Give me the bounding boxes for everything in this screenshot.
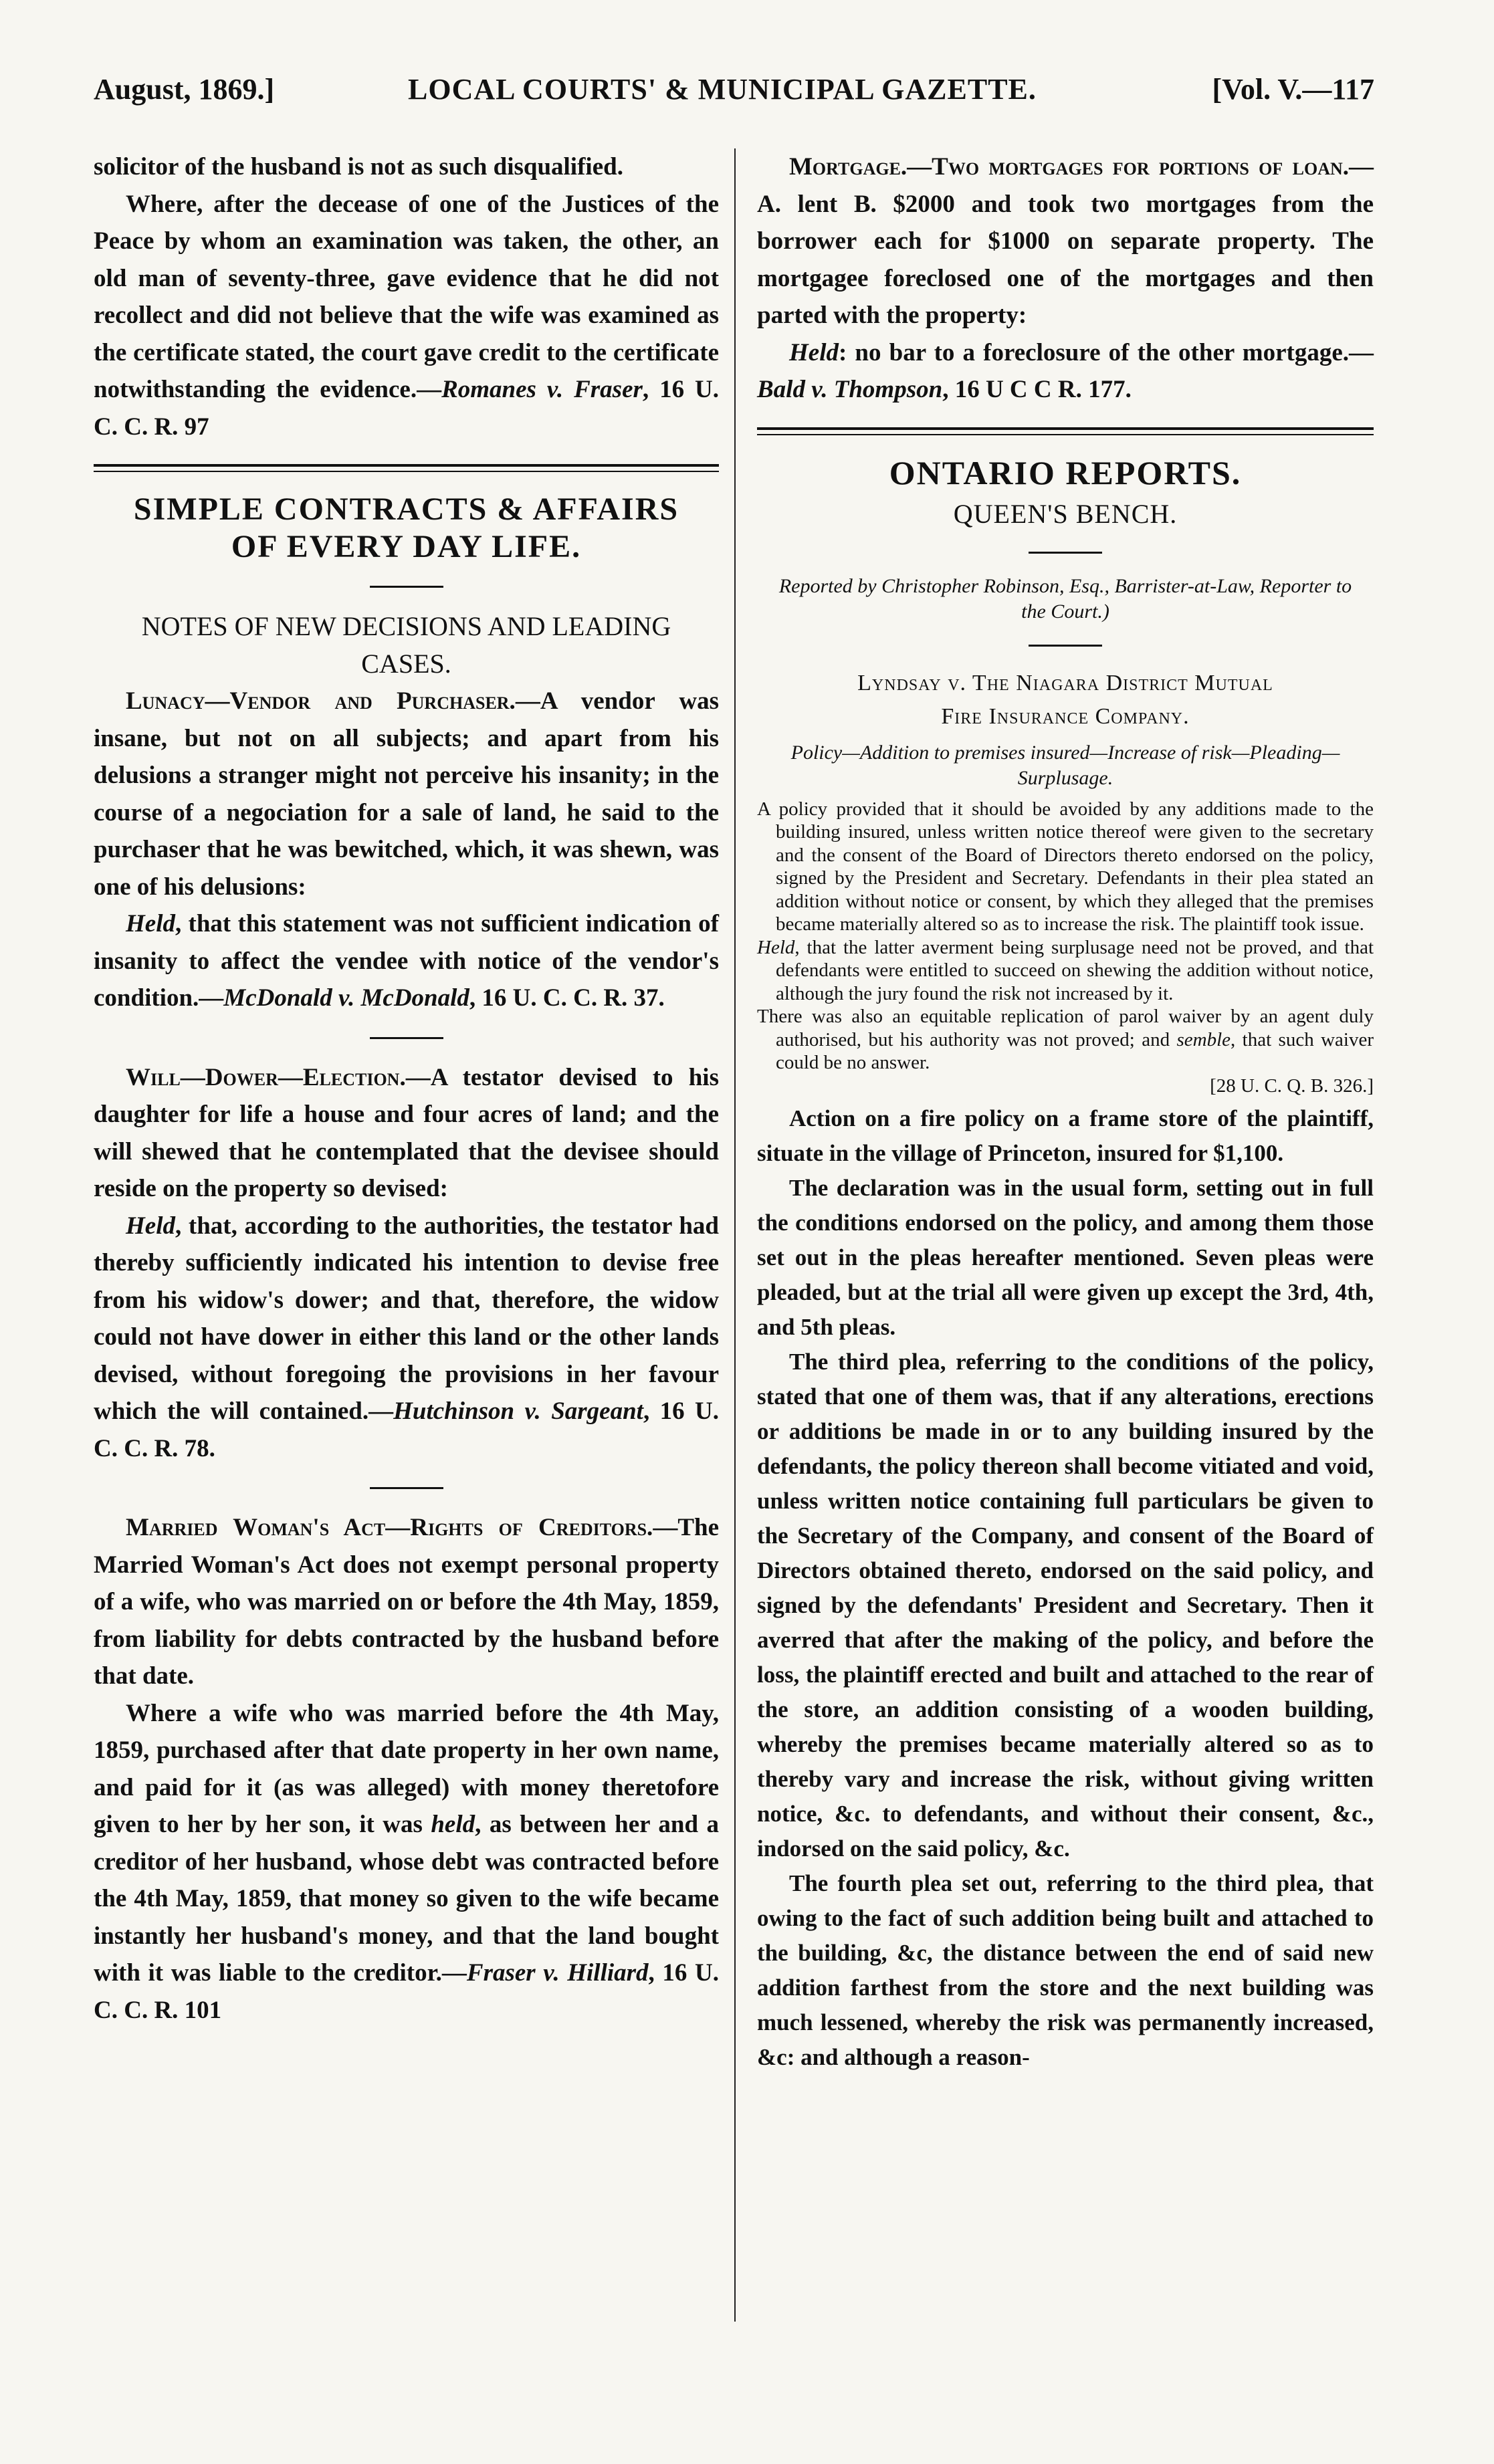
entry-text: —The Married Woman's Act does not exempt personal property of a wife, who was married on or before the 4th May, 1859, from liability for debts contracted by the husband before that date. <box>94 1514 719 1690</box>
entry-will-dower <box>94 1059 719 1208</box>
paragraph-text: Where a wife who was married before the 4th May, 1859, purchased after that date property in her own name, and paid for it (as was alleged) with money theretofore given to her by her son, it was <box>94 1699 719 1838</box>
entry-will-held <box>94 1208 719 1468</box>
case-citation: , 16 U. C. C. R. 97 <box>94 376 719 441</box>
paragraph-text: Where, after the decease of one of the Justices of the Peace by whom an examination was taken, the other, an old man of seventy-three, gave evidence that he did not recollect and did not believe that the wife was examined as the certificate stated, the court gave credit to the certificate notwithstanding the evidence.— <box>94 190 719 403</box>
entry-lunacy <box>94 683 719 905</box>
entry-heading: Married Woman's Act—Rights of Creditors. <box>126 1514 653 1541</box>
reporter-note: Reported by Christopher Robinson, Esq., Barrister-at-Law, Reporter to the Court.) <box>778 574 1352 623</box>
case-name: McDonald v. McDonald <box>223 984 469 1012</box>
semble-word: semble <box>1176 1028 1231 1050</box>
case-name: Fraser v. Hilliard <box>466 1959 649 1987</box>
held-word: Held <box>126 910 175 937</box>
held-text: , that the latter averment being surplusage need not be proved, and that defendants were entitled to succeed on shewing the addition without notice, although the jury found the risk not increased by it. <box>776 936 1374 1004</box>
headnote-waiver <box>757 1005 1374 1075</box>
entry-heading: Lunacy—Vendor and Purchaser. <box>126 687 516 715</box>
double-rule <box>757 427 1374 435</box>
paragraph-text: , as between her and a creditor of her husband, whose debt was contracted before the 4th May, 1859, that money so given to the wife became instantly her husband's money, and that the land bought with it was liable to the creditor.— <box>94 1811 719 1987</box>
entry-text: —A testator devised to his daughter for life a house and four acres of land; and the will shewed that he contemplated that the devisee should reside on the property so devised: <box>94 1063 719 1202</box>
paragraph-disqualified: solicitor of the husband is not as such disqualified. <box>94 153 623 181</box>
headnote-text: , that such waiver could be no answer. <box>776 1028 1374 1073</box>
case-citation: , 16 U. C. C. R. 37. <box>469 984 665 1012</box>
case-title-line-1: Lyndsay v. The Niagara District Mutual <box>857 670 1273 695</box>
entry-lunacy-held <box>94 905 719 1017</box>
headnote-held <box>757 936 1374 1006</box>
left-column <box>94 148 719 2029</box>
paragraph-declaration: The declaration was in the usual form, setting out in full the conditions endorsed on the policy, and among them those set out in the pleas hereafter mentioned. Seven pleas were pleaded, but at the trial all were given up except the 3rd, 4th, and 5th pleas. <box>757 1175 1374 1340</box>
entry-married-woman <box>94 1509 719 1695</box>
case-citation: , 16 U C C R. 177. <box>942 376 1132 403</box>
paragraph-fourth-plea: The fourth plea set out, referring to the third plea, that owing to the fact of such addition being built and attached to the building, &c, the distance between the end of said new addition farthest from the store and the next building was much lessened, whereby the risk was permanently increased, &c: and although a reason- <box>757 1870 1374 2070</box>
running-header <box>94 72 1374 112</box>
short-rule <box>370 586 443 588</box>
held-word: held <box>431 1811 475 1838</box>
held-text: , that this statement was not sufficient indication of insanity to affect the vendee with notice of the vendor's condition.— <box>94 910 719 1012</box>
headnote-policy: A policy provided that it should be avoided by any additions made to the building insured, unless written notice thereof were given to the secretary and the consent of the Board of Directors thereto endorsed on the policy, signed by the President and Secretary. Defendants in their plea stated an addition without notice or consent, by which they alleged that the premises became materially altered so as to increase the risk. The plaintiff took issue. <box>757 798 1374 935</box>
header-volume-page: [Vol. V.—117 <box>1212 73 1374 106</box>
short-rule <box>370 1037 443 1039</box>
headnote-text: There was also an equitable replication of parol waiver by an agent duly authorised, but his authority was not proved; and <box>757 1006 1374 1050</box>
paragraph-third-plea: The third plea, referring to the conditions of the policy, stated that one of them was, that if any alterations, erections or additions be made in or to any building insured by the defendants, the policy thereon shall become vitiated and void, unless written notice containing full particulars be given to the Secretary of the Company, and consent of the Board of Directors obtained thereto, endorsed on the said policy, and signed by the defendants' President and Secretary. Then it averred that after the making of the policy, and before the loss, the plaintiff erected and built and attached to the rear of the store, an addition consisting of a wooden building, whereby the premises became materially altered so as to thereby vary and increase the risk, without giving written notice, &c. to defendants, and without their consent, &c., indorsed on the said policy, &c. <box>757 1349 1374 1862</box>
section-title-ontario: ONTARIO REPORTS. <box>889 453 1242 491</box>
double-rule <box>94 464 719 472</box>
header-publication-title: LOCAL COURTS' & MUNICIPAL GAZETTE. <box>408 73 1037 106</box>
entry-text: —A. lent B. $2000 and took two mortgages from the borrower each for $1000 on separate property. The mortgagee foreclosed one of the mortgages and then parted with the property: <box>757 153 1374 329</box>
held-word: Held <box>789 338 839 366</box>
entry-heading: Will—Dower—Election. <box>126 1063 406 1091</box>
case-name: Bald v. Thompson <box>757 376 943 403</box>
section-title-line-2: OF EVERY DAY LIFE. <box>231 529 582 564</box>
short-rule <box>1029 645 1102 647</box>
held-text: , that, according to the authorities, the testator had thereby sufficiently indicated his intention to devise free from his widow's dower; and that, therefore, the widow could not have dower in either this land or the other lands devised, without foregoing the provisions in her favour which the will contained.— <box>94 1212 719 1425</box>
short-rule <box>1029 552 1102 554</box>
entry-mortgage-held <box>757 334 1374 409</box>
case-keywords: Policy—Addition to premises insured—Increase of risk—Pleading—Surplusage. <box>790 741 1340 789</box>
case-name: Hutchinson v. Sargeant <box>393 1397 643 1425</box>
section-title-line-1: SIMPLE CONTRACTS & AFFAIRS <box>133 491 679 527</box>
entry-text: —A vendor was insane, but not on all subjects; and apart from his delusions a stranger might not perceive his insanity; in the course of a negociation for a sale of land, he said to the purchaser that he was bewitched, which, it was shewn, was one of his delusions: <box>94 687 719 901</box>
notes-heading: NOTES OF NEW DECISIONS AND LEADING CASES. <box>141 611 671 679</box>
case-title <box>757 667 1374 734</box>
held-text: : no bar to a foreclosure of the other mortgage.— <box>838 338 1374 366</box>
headnote-citation: [28 U. C. Q. B. 326.] <box>1210 1075 1374 1097</box>
column-divider <box>734 148 736 2322</box>
section-title <box>94 491 719 566</box>
court-heading: QUEEN'S BENCH. <box>953 498 1178 529</box>
right-column <box>757 148 1374 2075</box>
case-citation: , 16 U. C. C. R. 78. <box>94 1397 719 1462</box>
short-rule <box>370 1487 443 1489</box>
entry-heading: Mortgage.—Two mortgages for portions of loan. <box>789 153 1349 181</box>
held-word: Held <box>126 1212 175 1240</box>
case-title-line-2: Fire Insurance Company. <box>941 703 1190 729</box>
paragraph-romanes <box>94 186 719 446</box>
case-name: Romanes v. Fraser <box>441 376 643 403</box>
header-date: August, 1869.] <box>94 73 275 106</box>
entry-mortgage <box>757 148 1374 334</box>
entry-married-woman-held <box>94 1695 719 2029</box>
paragraph-action: Action on a fire policy on a frame store of the plaintiff, situate in the village of Princeton, insured for $1,100. <box>757 1105 1374 1166</box>
case-citation: , 16 U. C. C. R. 101 <box>94 1959 719 2024</box>
held-word: Held <box>757 936 795 958</box>
